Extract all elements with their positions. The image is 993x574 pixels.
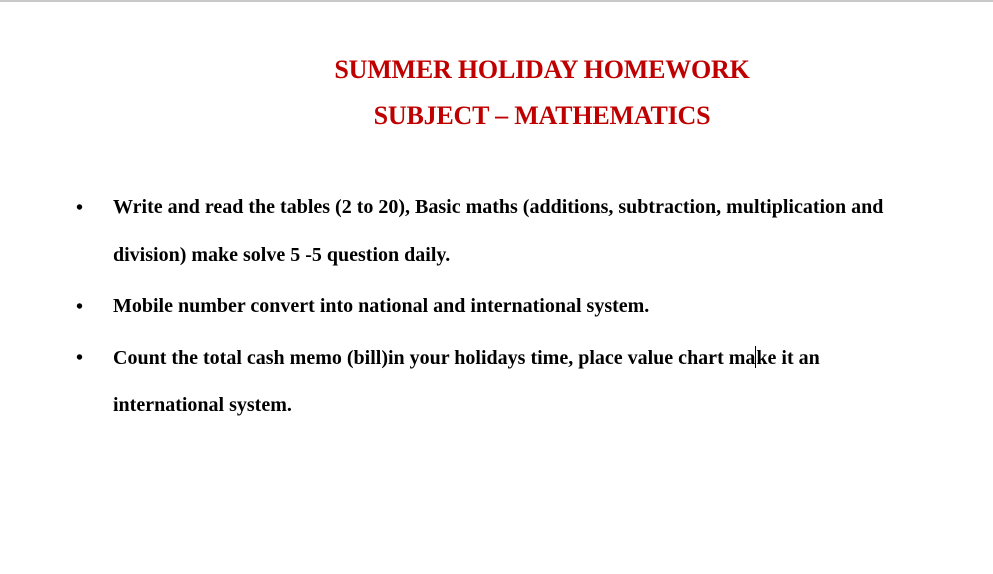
list-item-line: international system. [113,394,292,416]
text-after-caret: ke it an [756,347,820,369]
list-item-line [113,346,820,369]
bullet-icon: • [76,296,84,318]
list-item-line: Mobile number convert into national and international system. [113,295,650,317]
list-item-line: division) make solve 5 -5 question daily. [113,244,451,266]
page-title: SUMMER HOLIDAY HOMEWORK [334,55,750,84]
bullet-icon: • [76,197,84,219]
subject-heading: SUBJECT – MATHEMATICS [373,101,711,130]
list-item-line: Write and read the tables (2 to 20), Basic maths (additions, subtraction, multiplication and [113,196,884,218]
text-before-caret: Count the total cash memo (bill)in your holidays time, place value chart ma [113,347,756,369]
bullet-icon: • [76,347,84,369]
